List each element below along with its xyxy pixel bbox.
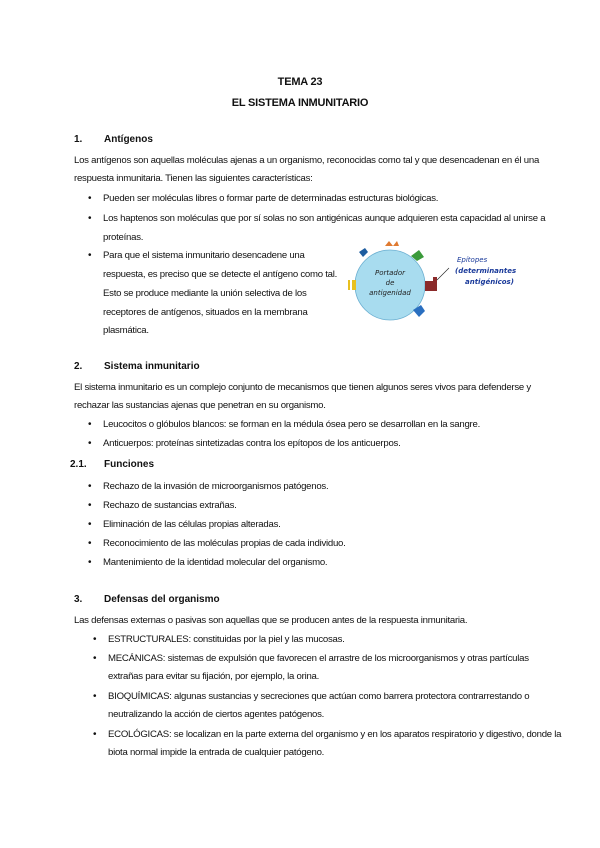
epitope-label-1: Epítopes [457,256,488,264]
list-item-text: Reconocimiento de las moléculas propias de cada individuo. [103,538,346,549]
list-item-text: ESTRUCTURALES: constituidas por la piel y las mucosas. [108,634,345,645]
carrier-label-3: antigenidad [369,289,411,297]
list-item [88,553,328,573]
section-2-heading [74,361,200,372]
epitope-brown [425,277,437,291]
bullet-icon: • [88,557,92,568]
doc-title: TEMA 23 [277,76,323,88]
section-title: Defensas del organismo [104,594,220,605]
bullet-icon: • [88,519,92,530]
list-item [93,687,530,707]
bullet-icon: • [88,419,92,430]
bullet-icon: • [93,653,97,664]
section-21-heading [70,459,154,470]
epitope-orange [385,241,399,246]
bullet-icon: • [88,500,92,511]
list-item [88,496,237,516]
list-item [93,630,345,650]
list-item-continuation: neutralizando la acción de ciertos agentes patógenos. [108,709,325,720]
label-arrow [437,268,449,280]
list-item-continuation: respuesta, es preciso que se detecte el antígeno como tal. [103,269,338,280]
section-title: Funciones [104,459,155,470]
list-item-text: Pueden ser moléculas libres o formar parte de determinadas estructuras biológicas. [103,193,439,204]
paragraph: Las defensas externas o pasivas son aquellas que se producen antes de la respuesta inmunitaria. [74,615,468,626]
paragraph: El sistema inmunitario es un complejo conjunto de mecanismos que tienen algunos seres vivos para defenderse y [74,382,531,393]
list-item [88,534,346,554]
list-item-text: Mantenimiento de la identidad molecular del organismo. [103,557,328,568]
section-title: Sistema inmunitario [104,361,200,372]
bullet-icon: • [93,634,97,645]
bullet-icon: • [88,438,92,449]
section-title: Antígenos [104,134,153,145]
list-item-continuation: biota normal impide la entrada de cualquier patógeno. [108,747,325,758]
list-item-continuation: Esto se produce mediante la unión selectiva de los [103,288,307,299]
list-item [93,725,562,745]
list-item [88,246,305,266]
bullet-icon: • [88,481,92,492]
section-number: 1. [74,134,83,145]
carrier-label-1: Portador [374,269,406,277]
epitope-yellow [348,280,356,290]
bullet-icon: • [88,250,92,261]
list-item [93,649,529,669]
list-item-text: Leucocitos o glóbulos blancos: se forman en la médula ósea pero se desarrollan en la sangre. [103,419,480,430]
list-item-text: Rechazo de sustancias extrañas. [103,500,237,511]
list-item-text: BIOQUÍMICAS: algunas sustancias y secreciones que actúan como barrera protectora contrarrestando o [108,691,530,702]
epitope-label-2: (determinantes [455,267,517,275]
list-item-text: Los haptenos son moléculas que por sí solas no son antigénicas aunque adquieren esta capacidad al unirse a [103,213,546,224]
list-item-text: Eliminación de las células propias alteradas. [103,519,281,530]
paragraph: respuesta inmunitaria. Tienen las siguientes características: [74,173,313,184]
bullet-icon: • [88,213,92,224]
list-item [88,515,281,535]
bullet-icon: • [88,193,92,204]
list-item-continuation: plasmática. [103,325,149,336]
bullet-icon: • [88,538,92,549]
carrier-label-2: de [385,279,395,287]
list-item-text: MECÁNICAS: sistemas de expulsión que favorecen el arrastre de los microorganismos y otras partículas [108,653,529,664]
epitope-darkblue [359,248,368,257]
section-number: 2. [74,361,83,372]
list-item-text: ECOLÓGICAS: se localizan en la parte externa del organismo y en los aparatos respiratorio y digestivo, donde la [108,729,562,740]
epitope-label-3: antigénicos) [465,278,514,286]
antigen-diagram [345,240,525,330]
list-item [88,415,480,435]
list-item-continuation: proteínas. [103,232,144,243]
list-item-continuation: receptores de antígenos, situados en la membrana [103,307,308,318]
bullet-icon: • [93,729,97,740]
section-1-heading [74,134,153,145]
section-number: 2.1. [70,459,87,470]
list-item-text: Para que el sistema inmunitario desencadene una [103,250,305,261]
paragraph: Los antígenos son aquellas moléculas ajenas a un organismo, reconocidas como tal y que desencadenan en él una [74,155,540,166]
doc-subtitle: EL SISTEMA INMUNITARIO [231,97,369,109]
list-item [88,189,439,209]
list-item-text: Rechazo de la invasión de microorganismos patógenos. [103,481,329,492]
list-item-text: Anticuerpos: proteínas sintetizadas contra los epítopos de los anticuerpos. [103,438,401,449]
list-item-continuation: extrañas para evitar su fijación, por ejemplo, la orina. [108,671,320,682]
bullet-icon: • [93,691,97,702]
paragraph: rechazar las sustancias ajenas que penetran en su organismo. [74,400,326,411]
section-number: 3. [74,594,83,605]
list-item [88,477,329,497]
list-item [88,209,546,229]
list-item [88,434,401,454]
section-3-heading [74,594,220,605]
